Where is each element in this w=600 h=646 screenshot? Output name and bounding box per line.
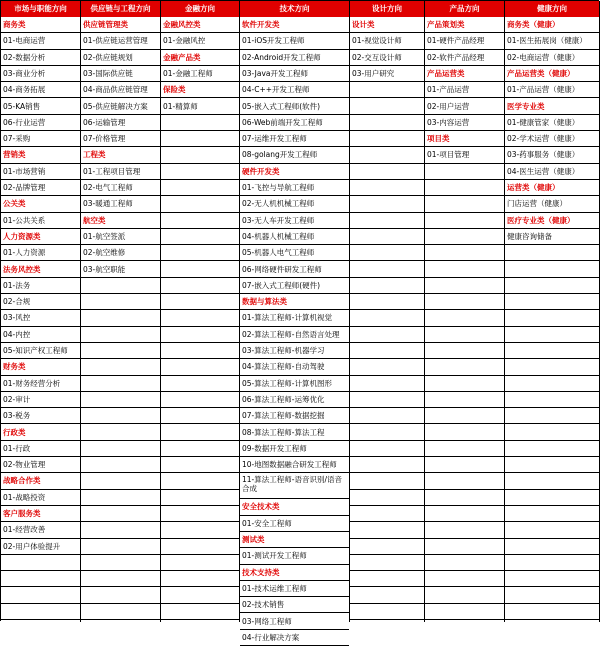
job-item: 02-Android开发工程师 — [240, 50, 349, 66]
empty-cell — [425, 408, 504, 424]
empty-cell — [350, 343, 424, 359]
job-item: 01-产品运营 — [425, 82, 504, 98]
job-item: 02-算法工程师-自然语言处理 — [240, 327, 349, 343]
job-item: 05-算法工程师-计算机图形 — [240, 376, 349, 392]
job-item: 02-品牌管理 — [1, 180, 80, 196]
empty-cell — [350, 588, 424, 604]
empty-cell — [425, 310, 504, 326]
category-label: 技术支持类 — [240, 565, 349, 581]
empty-cell — [505, 555, 599, 571]
column-body — [1, 17, 81, 622]
empty-cell — [425, 327, 504, 343]
empty-cell — [1, 571, 80, 587]
empty-cell — [505, 392, 599, 408]
job-item: 03-药事服务（健康） — [505, 147, 599, 163]
empty-cell — [505, 245, 599, 261]
job-item: 06-算法工程师-运筹优化 — [240, 392, 349, 408]
empty-cell — [505, 359, 599, 375]
empty-cell — [350, 310, 424, 326]
job-item: 01-工程项目管理 — [81, 164, 160, 180]
category-label: 运营类（健康） — [505, 180, 599, 196]
empty-cell — [81, 539, 160, 555]
empty-cell — [161, 522, 239, 538]
job-item: 01-电商运营 — [1, 33, 80, 49]
empty-cell — [425, 278, 504, 294]
empty-cell — [350, 539, 424, 555]
empty-cell — [505, 408, 599, 424]
job-item: 01-金融风控 — [161, 33, 239, 49]
job-item: 01-战略投资 — [1, 490, 80, 506]
category-label: 营销类 — [1, 147, 80, 163]
job-item: 03-暖通工程师 — [81, 196, 160, 212]
empty-cell — [350, 164, 424, 180]
empty-cell — [350, 229, 424, 245]
category-label: 数据与算法类 — [240, 294, 349, 310]
empty-cell — [350, 82, 424, 98]
empty-cell — [161, 196, 239, 212]
empty-cell — [425, 164, 504, 180]
job-item: 01-产品运营（健康） — [505, 82, 599, 98]
empty-cell — [161, 441, 239, 457]
empty-cell — [161, 539, 239, 555]
empty-cell — [350, 327, 424, 343]
empty-cell — [425, 359, 504, 375]
job-item: 01-航空签派 — [81, 229, 160, 245]
category-label: 公关类 — [1, 196, 80, 212]
empty-cell — [505, 522, 599, 538]
job-item: 01-iOS开发工程师 — [240, 33, 349, 49]
category-label: 战略合作类 — [1, 473, 80, 489]
job-item: 01-人力资源 — [1, 245, 80, 261]
empty-cell — [81, 327, 160, 343]
empty-cell — [161, 473, 239, 489]
job-item: 03-用户研究 — [350, 66, 424, 82]
empty-cell — [81, 294, 160, 310]
job-item: 01-硬件产品经理 — [425, 33, 504, 49]
category-label: 产品策划类 — [425, 17, 504, 33]
job-item: 03-内容运营 — [425, 115, 504, 131]
empty-cell — [505, 457, 599, 473]
empty-cell — [505, 571, 599, 587]
category-label: 人力资源类 — [1, 229, 80, 245]
empty-cell — [505, 506, 599, 522]
empty-cell — [350, 425, 424, 441]
category-label: 产品运营类 — [425, 66, 504, 82]
empty-cell — [505, 376, 599, 392]
job-item: 07-嵌入式工程师(硬件) — [240, 278, 349, 294]
category-label: 硬件开发类 — [240, 164, 349, 180]
category-label: 行政类 — [1, 425, 80, 441]
job-item: 02-供应链规划 — [81, 50, 160, 66]
empty-cell — [1, 555, 80, 571]
job-item: 04-商务拓展 — [1, 82, 80, 98]
empty-cell — [350, 392, 424, 408]
job-item: 02-交互设计师 — [350, 50, 424, 66]
category-label: 项目类 — [425, 131, 504, 147]
empty-cell — [81, 473, 160, 489]
job-item: 02-学术运营（健康） — [505, 131, 599, 147]
job-item: 02-技术销售 — [240, 597, 349, 613]
job-item: 04-内控 — [1, 327, 80, 343]
job-item: 09-数据开发工程师 — [240, 441, 349, 457]
category-label: 保险类 — [161, 82, 239, 98]
empty-cell — [425, 343, 504, 359]
category-label: 财务类 — [1, 359, 80, 375]
empty-cell — [425, 180, 504, 196]
empty-cell — [350, 571, 424, 587]
empty-cell — [505, 343, 599, 359]
empty-cell — [161, 588, 239, 604]
job-item: 健康咨询储备 — [505, 229, 599, 245]
job-item: 11-算法工程师-语音识别/语音合成 — [240, 473, 349, 499]
category-label: 商务类（健康） — [505, 17, 599, 33]
job-item: 02-合规 — [1, 294, 80, 310]
job-item: 03-国际供应链 — [81, 66, 160, 82]
empty-cell — [161, 115, 239, 131]
empty-cell — [350, 180, 424, 196]
empty-cell — [505, 327, 599, 343]
empty-cell — [505, 262, 599, 278]
category-label: 金融风控类 — [161, 17, 239, 33]
empty-cell — [425, 555, 504, 571]
empty-cell — [505, 473, 599, 489]
column-body — [240, 17, 350, 642]
empty-cell — [425, 457, 504, 473]
empty-cell — [161, 555, 239, 571]
empty-cell — [81, 359, 160, 375]
job-item: 01-飞控与导航工程师 — [240, 180, 349, 196]
empty-cell — [425, 294, 504, 310]
empty-cell — [425, 588, 504, 604]
job-item: 01-法务 — [1, 278, 80, 294]
empty-cell — [161, 604, 239, 620]
column-body — [425, 17, 505, 622]
empty-cell — [161, 164, 239, 180]
empty-cell — [81, 604, 160, 620]
job-item: 01-项目管理 — [425, 147, 504, 163]
job-item: 03-航空职能 — [81, 262, 160, 278]
empty-cell — [81, 506, 160, 522]
empty-cell — [350, 131, 424, 147]
empty-cell — [81, 343, 160, 359]
column-header: 供应链与工程方向 — [81, 1, 161, 17]
category-label: 供应链管理类 — [81, 17, 160, 33]
job-item: 01-市场营销 — [1, 164, 80, 180]
empty-cell — [161, 392, 239, 408]
empty-cell — [425, 490, 504, 506]
category-label: 安全技术类 — [240, 499, 349, 515]
empty-cell — [505, 425, 599, 441]
job-item: 05-机器人电气工程师 — [240, 245, 349, 261]
empty-cell — [81, 278, 160, 294]
empty-cell — [161, 294, 239, 310]
job-item: 07-采购 — [1, 131, 80, 147]
category-label: 设计类 — [350, 17, 424, 33]
category-label: 商务类 — [1, 17, 80, 33]
empty-cell — [425, 213, 504, 229]
job-item: 01-精算师 — [161, 99, 239, 115]
empty-cell — [1, 588, 80, 604]
empty-cell — [350, 441, 424, 457]
empty-cell — [161, 571, 239, 587]
column-body — [505, 17, 600, 622]
job-item: 01-医生拓展岗（健康） — [505, 33, 599, 49]
empty-cell — [161, 180, 239, 196]
job-item: 07-运维开发工程师 — [240, 131, 349, 147]
empty-cell — [350, 522, 424, 538]
empty-cell — [505, 294, 599, 310]
category-label: 测试类 — [240, 532, 349, 548]
job-item: 01-行政 — [1, 441, 80, 457]
empty-cell — [350, 473, 424, 489]
job-item: 08-golang开发工程师 — [240, 147, 349, 163]
category-label: 航空类 — [81, 213, 160, 229]
empty-cell — [425, 441, 504, 457]
empty-cell — [161, 262, 239, 278]
empty-cell — [81, 571, 160, 587]
empty-cell — [1, 604, 80, 620]
empty-cell — [161, 147, 239, 163]
empty-cell — [161, 343, 239, 359]
column-body — [350, 17, 425, 622]
column-header: 金融方向 — [161, 1, 240, 17]
empty-cell — [350, 457, 424, 473]
job-item: 01-公共关系 — [1, 213, 80, 229]
empty-cell — [425, 425, 504, 441]
empty-cell — [425, 539, 504, 555]
job-item: 02-审计 — [1, 392, 80, 408]
category-label: 工程类 — [81, 147, 160, 163]
empty-cell — [161, 310, 239, 326]
job-item: 07-算法工程师-数据挖掘 — [240, 408, 349, 424]
job-item: 01-算法工程师-计算机视觉 — [240, 310, 349, 326]
empty-cell — [81, 522, 160, 538]
job-item: 02-航空维修 — [81, 245, 160, 261]
job-item: 02-电商运营（健康） — [505, 50, 599, 66]
job-item: 10-地图数据融合研发工程师 — [240, 457, 349, 473]
empty-cell — [350, 196, 424, 212]
column-header: 技术方向 — [240, 1, 350, 17]
category-label: 软件开发类 — [240, 17, 349, 33]
job-item: 02-用户运营 — [425, 99, 504, 115]
empty-cell — [350, 147, 424, 163]
empty-cell — [161, 213, 239, 229]
category-label: 医学专业类 — [505, 99, 599, 115]
job-item: 01-视觉设计师 — [350, 33, 424, 49]
empty-cell — [161, 425, 239, 441]
empty-cell — [425, 376, 504, 392]
job-item: 01-测试开发工程师 — [240, 548, 349, 564]
empty-cell — [350, 213, 424, 229]
empty-cell — [350, 99, 424, 115]
job-item: 03-Java开发工程师 — [240, 66, 349, 82]
job-item: 01-金融工程师 — [161, 66, 239, 82]
job-item: 04-机器人机械工程师 — [240, 229, 349, 245]
empty-cell — [81, 310, 160, 326]
empty-cell — [81, 555, 160, 571]
empty-cell — [505, 604, 599, 620]
column-header: 设计方向 — [350, 1, 425, 17]
job-item: 08-算法工程师-算法工程 — [240, 425, 349, 441]
empty-cell — [161, 408, 239, 424]
empty-cell — [425, 229, 504, 245]
category-label: 医疗专业类（健康） — [505, 213, 599, 229]
column-header: 产品方向 — [425, 1, 505, 17]
empty-cell — [350, 262, 424, 278]
job-item: 05-嵌入式工程师(软件) — [240, 99, 349, 115]
empty-cell — [161, 278, 239, 294]
empty-cell — [350, 506, 424, 522]
job-item: 02-无人机机械工程师 — [240, 196, 349, 212]
job-item: 07-价格管理 — [81, 131, 160, 147]
job-item: 02-用户体验提升 — [1, 539, 80, 555]
empty-cell — [505, 278, 599, 294]
job-item: 02-电气工程师 — [81, 180, 160, 196]
job-item: 06-网络硬件研发工程师 — [240, 262, 349, 278]
job-item: 04-行业解决方案 — [240, 630, 349, 646]
job-item: 03-网络工程师 — [240, 614, 349, 630]
empty-cell — [350, 408, 424, 424]
empty-cell — [425, 571, 504, 587]
category-label: 金融产品类 — [161, 50, 239, 66]
empty-cell — [425, 473, 504, 489]
job-item: 04-医生运营（健康） — [505, 164, 599, 180]
empty-cell — [161, 376, 239, 392]
empty-cell — [161, 359, 239, 375]
job-item: 04-算法工程师-自动驾驶 — [240, 359, 349, 375]
empty-cell — [161, 229, 239, 245]
empty-cell — [425, 262, 504, 278]
empty-cell — [505, 539, 599, 555]
job-item: 03-无人车开发工程师 — [240, 213, 349, 229]
empty-cell — [81, 457, 160, 473]
column-header: 市场与职能方向 — [1, 1, 81, 17]
column-body — [81, 17, 161, 622]
job-item: 03-算法工程师-机器学习 — [240, 343, 349, 359]
category-label: 法务风控类 — [1, 262, 80, 278]
job-item: 02-软件产品经理 — [425, 50, 504, 66]
column-header: 健康方向 — [505, 1, 600, 17]
empty-cell — [505, 441, 599, 457]
job-item: 01-供应链运营管理 — [81, 33, 160, 49]
empty-cell — [81, 588, 160, 604]
empty-cell — [81, 392, 160, 408]
empty-cell — [81, 490, 160, 506]
empty-cell — [425, 604, 504, 620]
job-item: 01-经营改善 — [1, 522, 80, 538]
empty-cell — [350, 555, 424, 571]
empty-cell — [505, 588, 599, 604]
empty-cell — [81, 408, 160, 424]
empty-cell — [350, 604, 424, 620]
empty-cell — [350, 376, 424, 392]
empty-cell — [81, 441, 160, 457]
empty-cell — [161, 490, 239, 506]
job-item: 05-供应链解决方案 — [81, 99, 160, 115]
job-item: 01-技术运维工程师 — [240, 581, 349, 597]
job-item: 03-风控 — [1, 310, 80, 326]
empty-cell — [350, 294, 424, 310]
job-item: 06-Web前端开发工程师 — [240, 115, 349, 131]
empty-cell — [350, 359, 424, 375]
category-label: 客户服务类 — [1, 506, 80, 522]
empty-cell — [350, 245, 424, 261]
job-item: 04-商品供应链管理 — [81, 82, 160, 98]
empty-cell — [425, 245, 504, 261]
job-item: 02-数据分析 — [1, 50, 80, 66]
column-body — [161, 17, 240, 622]
job-item: 01-安全工程师 — [240, 516, 349, 532]
job-item: 06-运输管理 — [81, 115, 160, 131]
job-item: 02-物业管理 — [1, 457, 80, 473]
empty-cell — [161, 327, 239, 343]
empty-cell — [505, 490, 599, 506]
empty-cell — [350, 278, 424, 294]
empty-cell — [350, 490, 424, 506]
empty-cell — [425, 392, 504, 408]
empty-cell — [161, 245, 239, 261]
empty-cell — [161, 131, 239, 147]
empty-cell — [350, 115, 424, 131]
empty-cell — [81, 425, 160, 441]
empty-cell — [161, 457, 239, 473]
job-item: 01-健康管家（健康） — [505, 115, 599, 131]
empty-cell — [505, 310, 599, 326]
job-item: 06-行业运营 — [1, 115, 80, 131]
job-item: 03-商业分析 — [1, 66, 80, 82]
job-item: 04-C++开发工程师 — [240, 82, 349, 98]
empty-cell — [425, 506, 504, 522]
job-item: 05-KA销售 — [1, 99, 80, 115]
empty-cell — [425, 522, 504, 538]
empty-cell — [425, 196, 504, 212]
empty-cell — [161, 506, 239, 522]
job-item: 05-知识产权工程师 — [1, 343, 80, 359]
empty-cell — [81, 376, 160, 392]
job-item: 03-税务 — [1, 408, 80, 424]
job-item: 01-财务经营分析 — [1, 376, 80, 392]
category-label: 产品运营类（健康） — [505, 66, 599, 82]
job-item: 门店运营（健康） — [505, 196, 599, 212]
